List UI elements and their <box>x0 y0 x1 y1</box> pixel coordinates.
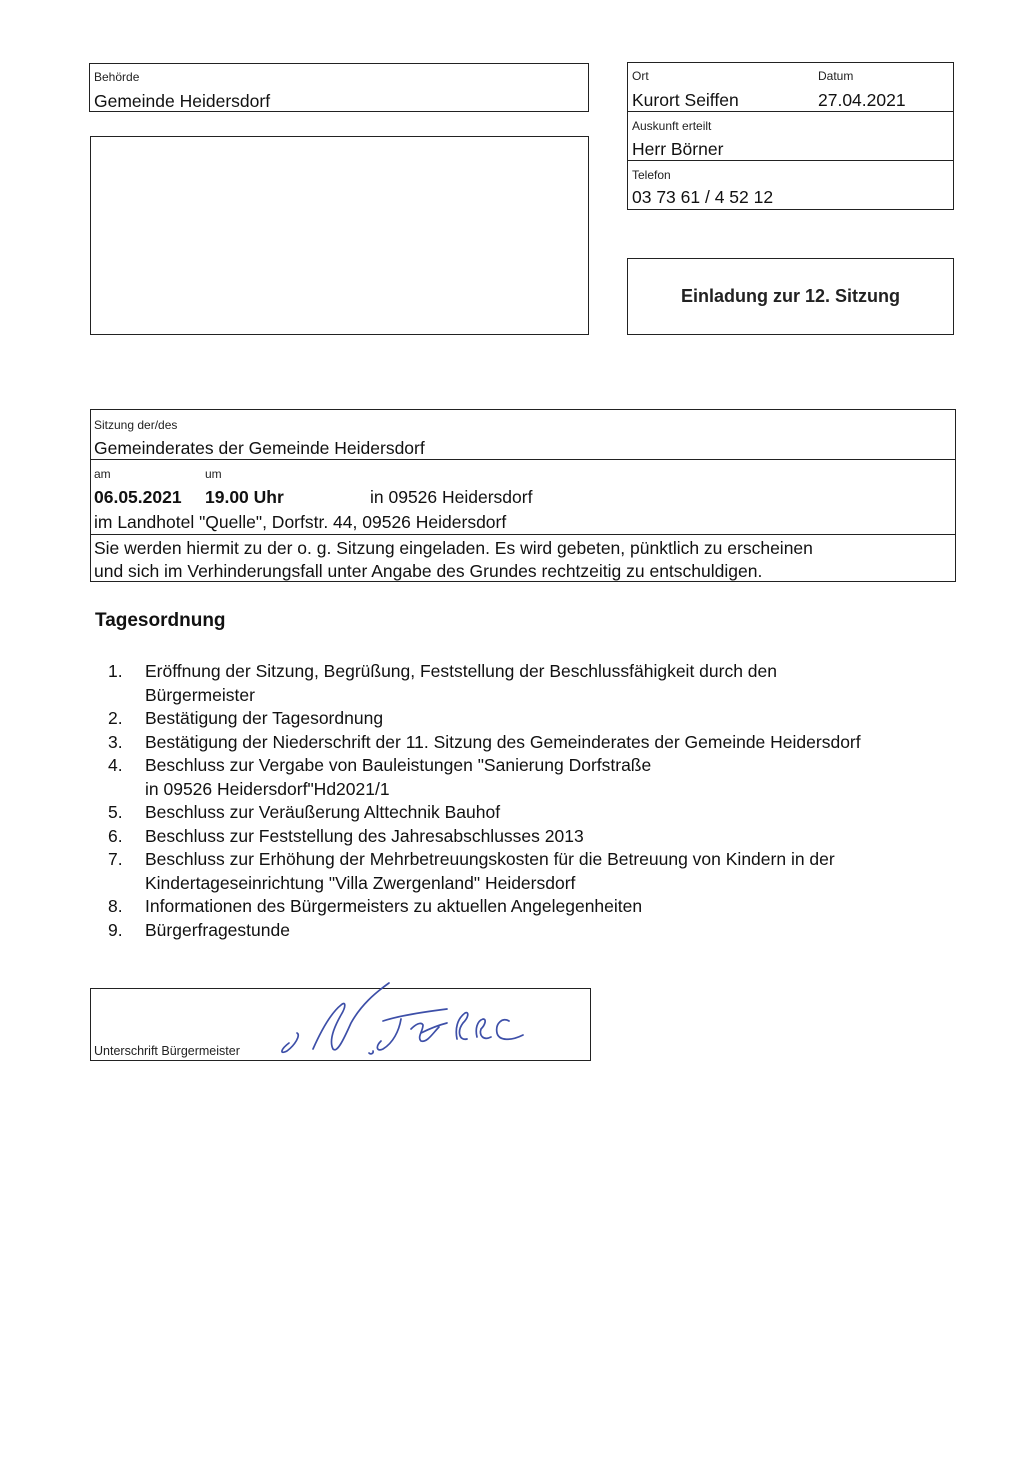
session-divider-2 <box>91 534 955 535</box>
agenda-item-line-1: Eröffnung der Sitzung, Begrüßung, Feststellung der Beschlussfähigkeit durch den <box>145 661 777 681</box>
agenda-item-text <box>145 660 988 707</box>
agenda-item-number: 6. <box>108 825 123 846</box>
session-divider-1 <box>91 459 955 460</box>
agenda-item-text <box>145 895 988 919</box>
agenda-item-line-2: Bürgermeister <box>145 684 255 705</box>
phone-value: 03 73 61 / 4 52 12 <box>632 187 774 207</box>
agenda-item-number: 8. <box>108 896 123 916</box>
session-body-value: Gemeinderates der Gemeinde Heidersdorf <box>94 438 425 458</box>
agenda-item-line-1: Bestätigung der Niederschrift der 11. Sitzung des Gemeinderates der Gemeinde Heidersdorf <box>145 731 861 752</box>
agenda-item <box>108 707 988 731</box>
session-place-value: in 09526 Heidersdorf <box>370 487 533 507</box>
agenda-item-line-2: Kindertageseinrichtung "Villa Zwergenland" Heidersdorf <box>145 872 576 893</box>
invitation-box <box>627 258 954 335</box>
authority-value: Gemeinde Heidersdorf <box>94 91 271 111</box>
agenda-item-number: 3. <box>108 731 123 752</box>
agenda-item <box>108 731 988 755</box>
session-date-value: 06.05.2021 <box>94 487 182 507</box>
authority-box <box>89 63 589 112</box>
session-date-label: am <box>94 467 111 481</box>
session-body-label: Sitzung der/des <box>94 418 178 432</box>
session-notice-line-2: und sich im Verhinderungsfall unter Angabe des Grundes rechtzeitig zu entschuldigen. <box>94 561 763 581</box>
invitation-title: Einladung zur 12. Sitzung <box>680 286 900 306</box>
agenda-item-number: 1. <box>108 661 123 681</box>
agenda-item-number: 4. <box>108 755 123 775</box>
agenda-item-text <box>145 919 988 943</box>
agenda-list <box>108 660 988 942</box>
info-divider-2 <box>628 160 953 161</box>
agenda-item-line-1: Bürgerfragestunde <box>145 919 290 940</box>
agenda-item-number: 7. <box>108 849 123 869</box>
session-venue-value: im Landhotel "Quelle", Dorfstr. 44, 09526 Heidersdorf <box>94 512 507 532</box>
agenda-item <box>108 754 988 801</box>
agenda-item <box>108 660 988 707</box>
agenda-item-text <box>145 848 988 895</box>
info-divider-1 <box>628 111 953 112</box>
agenda-item-line-1: Beschluss zur Vergabe von Bauleistungen "Sanierung Dorfstraße <box>145 755 652 775</box>
date-label: Datum <box>818 69 854 83</box>
agenda-item <box>108 919 988 943</box>
agenda-item <box>108 825 988 849</box>
agenda-item-line-1: Beschluss zur Feststellung des Jahresabschlusses 2013 <box>145 825 584 846</box>
phone-label: Telefon <box>632 168 671 182</box>
agenda-item-number: 9. <box>108 919 123 940</box>
agenda-item <box>108 895 988 919</box>
session-notice-line-1: Sie werden hiermit zu der o. g. Sitzung eingeladen. Es wird gebeten, pünktlich zu erscheinen <box>94 538 813 558</box>
place-value: Kurort Seiffen <box>632 90 739 110</box>
agenda-item-line-1: Bestätigung der Tagesordnung <box>145 708 384 728</box>
agenda-item-text <box>145 731 988 755</box>
agenda-item-line-1: Informationen des Bürgermeisters zu aktuellen Angelegenheiten <box>145 896 643 916</box>
address-window <box>90 136 589 335</box>
session-time-value: 19.00 Uhr <box>205 487 284 507</box>
agenda-item <box>108 801 988 825</box>
contact-value: Herr Börner <box>632 139 724 159</box>
agenda-heading: Tagesordnung <box>95 610 226 631</box>
authority-label: Behörde <box>94 70 140 84</box>
signature-box <box>90 988 591 1061</box>
agenda-item-text <box>145 754 988 801</box>
session-box <box>90 409 956 582</box>
session-time-label: um <box>205 467 222 481</box>
agenda-item-line-1: Beschluss zur Veräußerung Alttechnik Bauhof <box>145 802 501 822</box>
contact-label: Auskunft erteilt <box>632 119 712 133</box>
signature-label: Unterschrift Bürgermeister <box>94 1044 240 1058</box>
info-box <box>627 62 954 210</box>
signature-image <box>271 979 561 1069</box>
date-value: 27.04.2021 <box>818 90 906 110</box>
agenda-item <box>108 848 988 895</box>
agenda-item-number: 5. <box>108 802 123 822</box>
agenda-item-number: 2. <box>108 708 123 728</box>
place-label: Ort <box>632 69 649 83</box>
agenda-item-text <box>145 801 988 825</box>
agenda-item-text <box>145 707 988 731</box>
agenda-item-line-2: in 09526 Heidersdorf"Hd2021/1 <box>145 778 390 799</box>
agenda-item-text <box>145 825 988 849</box>
agenda-item-line-1: Beschluss zur Erhöhung der Mehrbetreuungskosten für die Betreuung von Kindern in der <box>145 849 835 869</box>
